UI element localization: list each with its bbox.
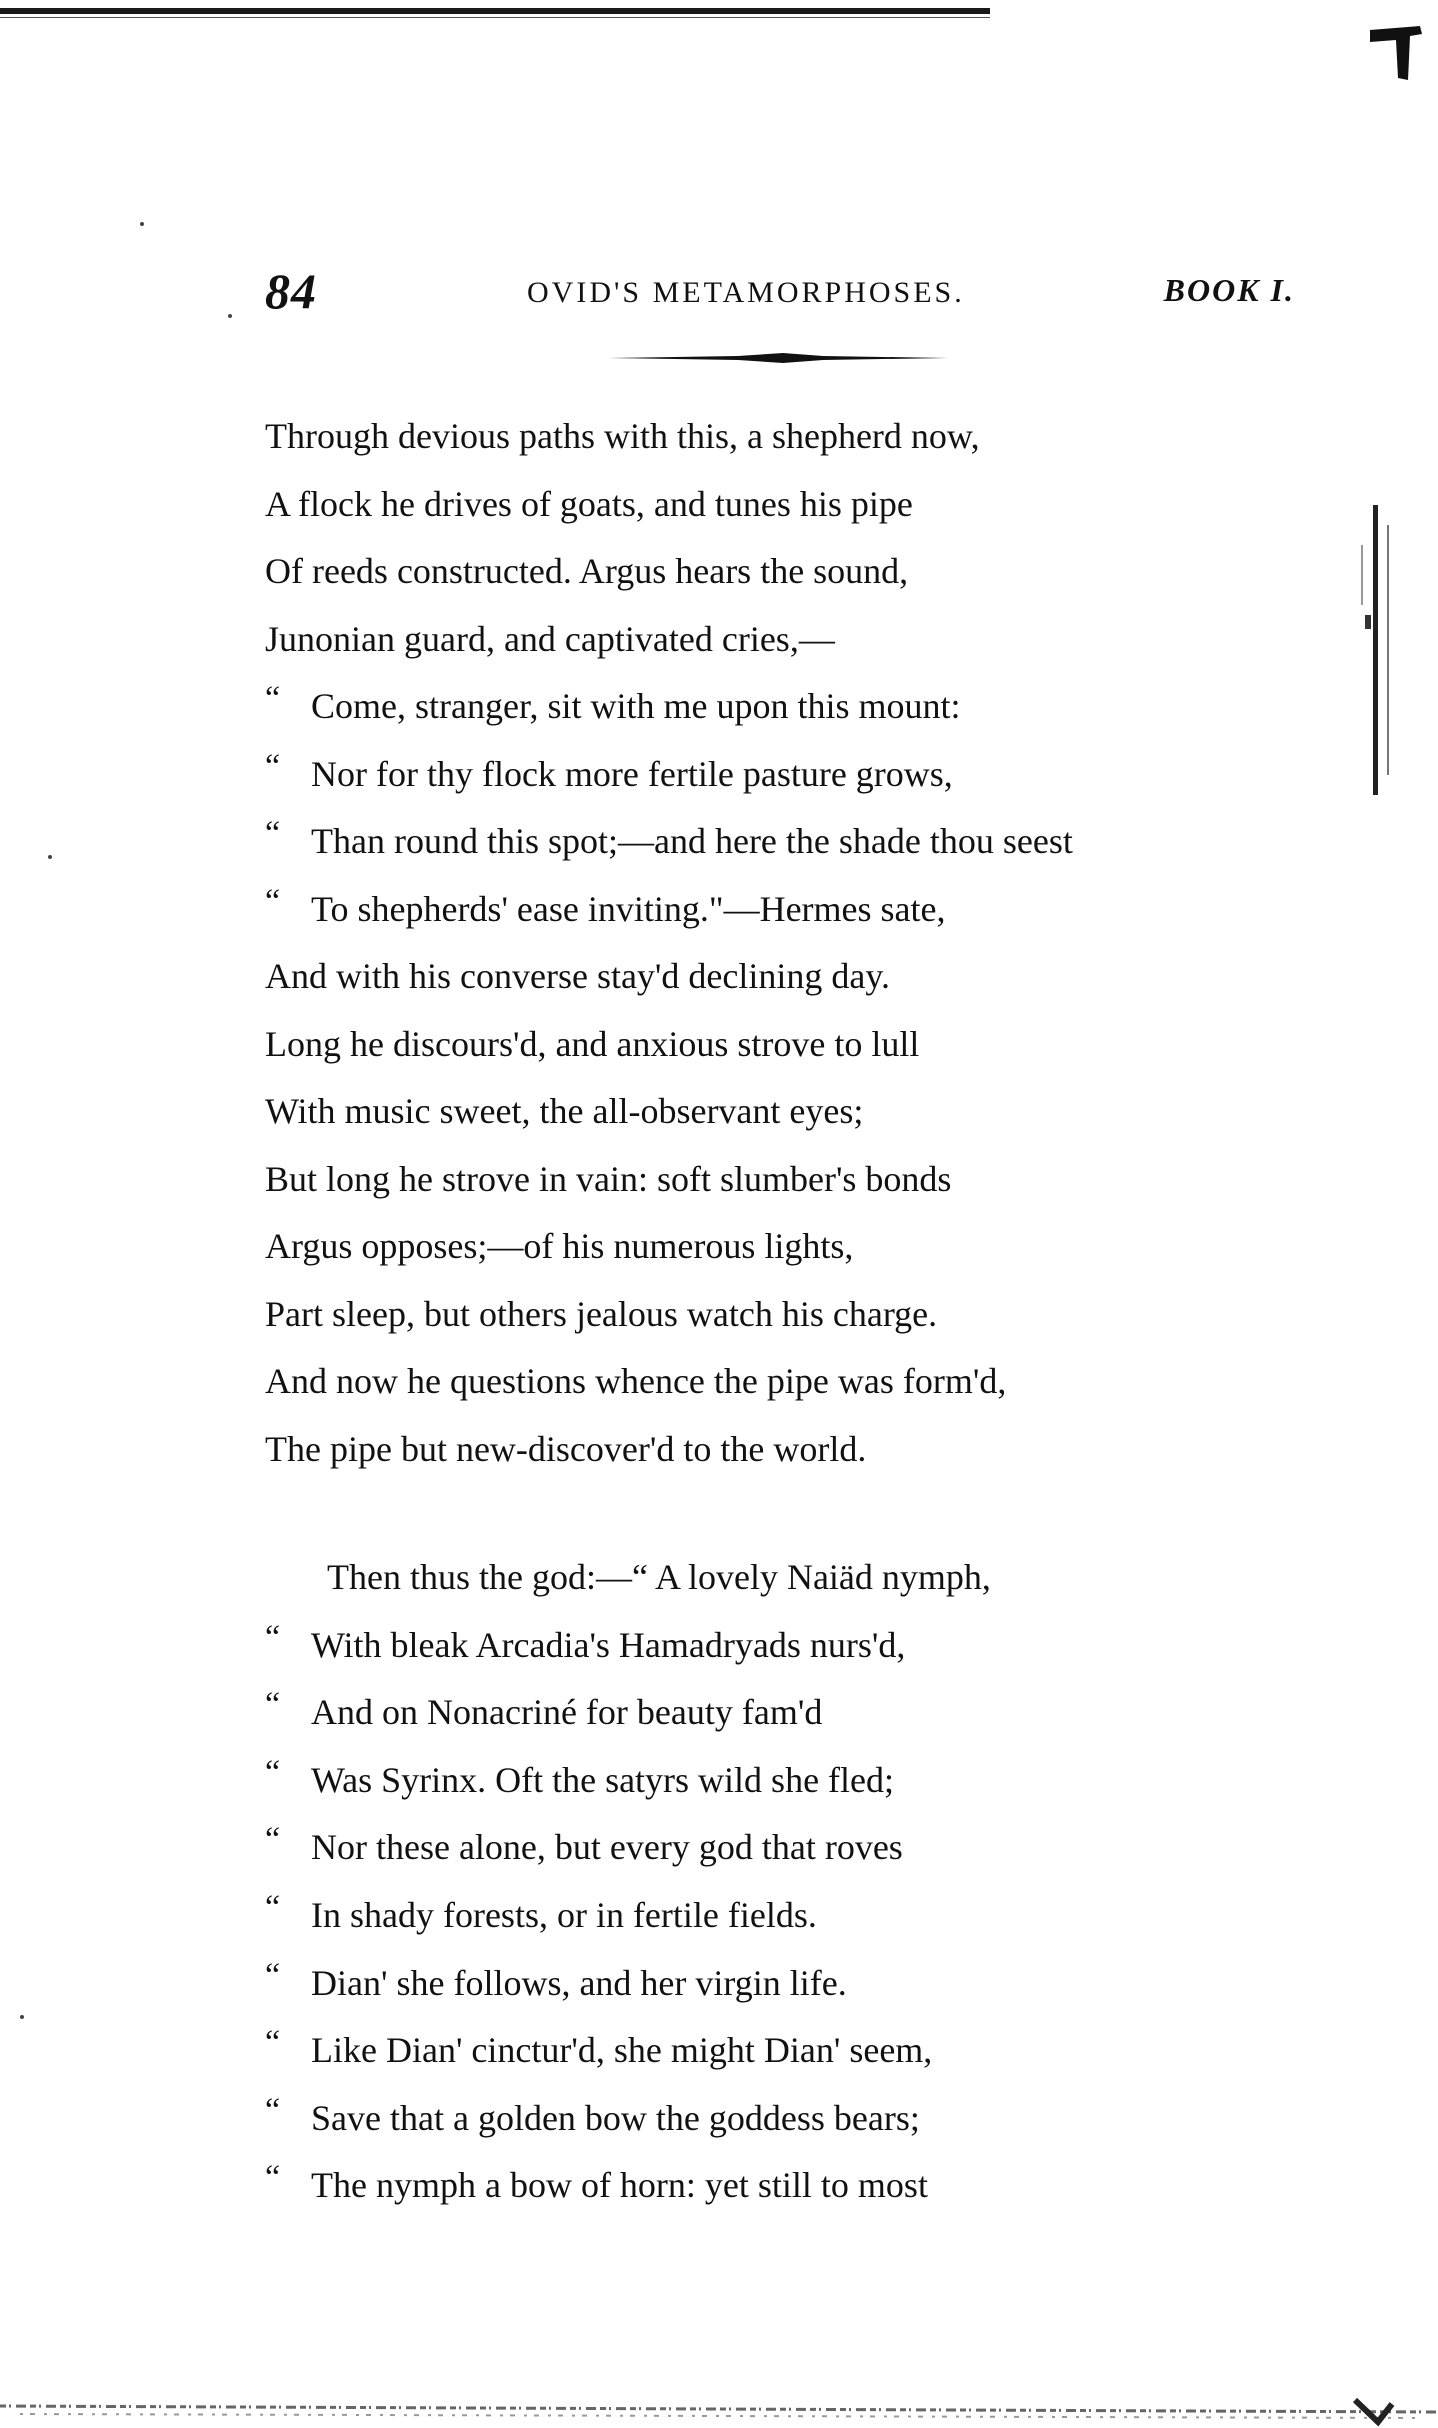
verse-line: “ Than round this spot;—and here the shade thou seest	[265, 808, 1073, 876]
paper-speck	[20, 2015, 24, 2019]
verse-line: “ And on Nonacriné for beauty fam'd	[265, 1679, 991, 1747]
paper-speck	[48, 855, 52, 859]
verse-line: Long he discours'd, and anxious strove to lull	[265, 1023, 920, 1064]
verse-line: “ In shady forests, or in fertile fields.	[265, 1882, 991, 1950]
verse-line: A flock he drives of goats, and tunes his pipe	[265, 483, 913, 524]
top-edge-rule	[0, 8, 990, 14]
verse-line: Then thus the god:—“ A lovely Naiäd nymph,	[327, 1557, 991, 1597]
verse-line: “ Dian' she follows, and her virgin life.	[265, 1950, 991, 2018]
verse-line: But long he strove in vain: soft slumber's bonds	[265, 1158, 952, 1199]
paper-speck	[228, 314, 232, 318]
bottom-edge-dust	[0, 2392, 1438, 2428]
verse-line: “ The nymph a bow of horn: yet still to most	[265, 2152, 991, 2220]
verse-line: “ Save that a golden bow the goddess bears;	[265, 2085, 991, 2153]
running-head	[265, 262, 1295, 319]
verse-line: “ Nor these alone, but every god that roves	[265, 1814, 991, 1882]
verse-line: With music sweet, the all-observant eyes;	[265, 1091, 864, 1131]
verse-line: Through devious paths with this, a shepherd now,	[265, 416, 980, 456]
verse-line: “ Nor for thy flock more fertile pasture grows,	[265, 741, 1073, 809]
verse-line: The pipe but new-discover'd to the world.	[265, 1428, 867, 1469]
verse-line: Argus opposes;—of his numerous lights,	[265, 1226, 854, 1266]
corner-tab-mark	[1370, 26, 1422, 80]
verse-stanza-1	[265, 403, 1073, 1483]
verse-line: “ Come, stranger, sit with me upon this mount:	[265, 673, 1073, 741]
running-title: OVID'S METAMORPHOSES.	[527, 276, 965, 309]
verse-line: Junonian guard, and captivated cries,—	[265, 618, 835, 659]
verse-line: And now he questions whence the pipe was form'd,	[265, 1361, 1007, 1401]
page-number: 84	[265, 263, 317, 319]
paper-speck	[140, 222, 144, 226]
binding-shadow-marks	[1335, 505, 1395, 805]
verse-line: Of reeds constructed. Argus hears the sound,	[265, 551, 909, 591]
verse-line: “ To shepherds' ease inviting."—Hermes sate,	[265, 876, 1073, 944]
book-label: BOOK I.	[1163, 272, 1295, 308]
title-rule-ornament	[608, 351, 948, 365]
verse-line: Part sleep, but others jealous watch his charge.	[265, 1293, 938, 1334]
verse-stanza-2	[265, 1544, 991, 2220]
verse-line: “ Like Dian' cinctur'd, she might Dian' seem,	[265, 2017, 991, 2085]
top-edge-thin-rule	[0, 17, 990, 18]
verse-line: “ With bleak Arcadia's Hamadryads nurs'd,	[265, 1612, 991, 1680]
verse-line: “ Was Syrinx. Oft the satyrs wild she fled;	[265, 1747, 991, 1815]
verse-line: And with his converse stay'd declining day.	[265, 956, 891, 996]
